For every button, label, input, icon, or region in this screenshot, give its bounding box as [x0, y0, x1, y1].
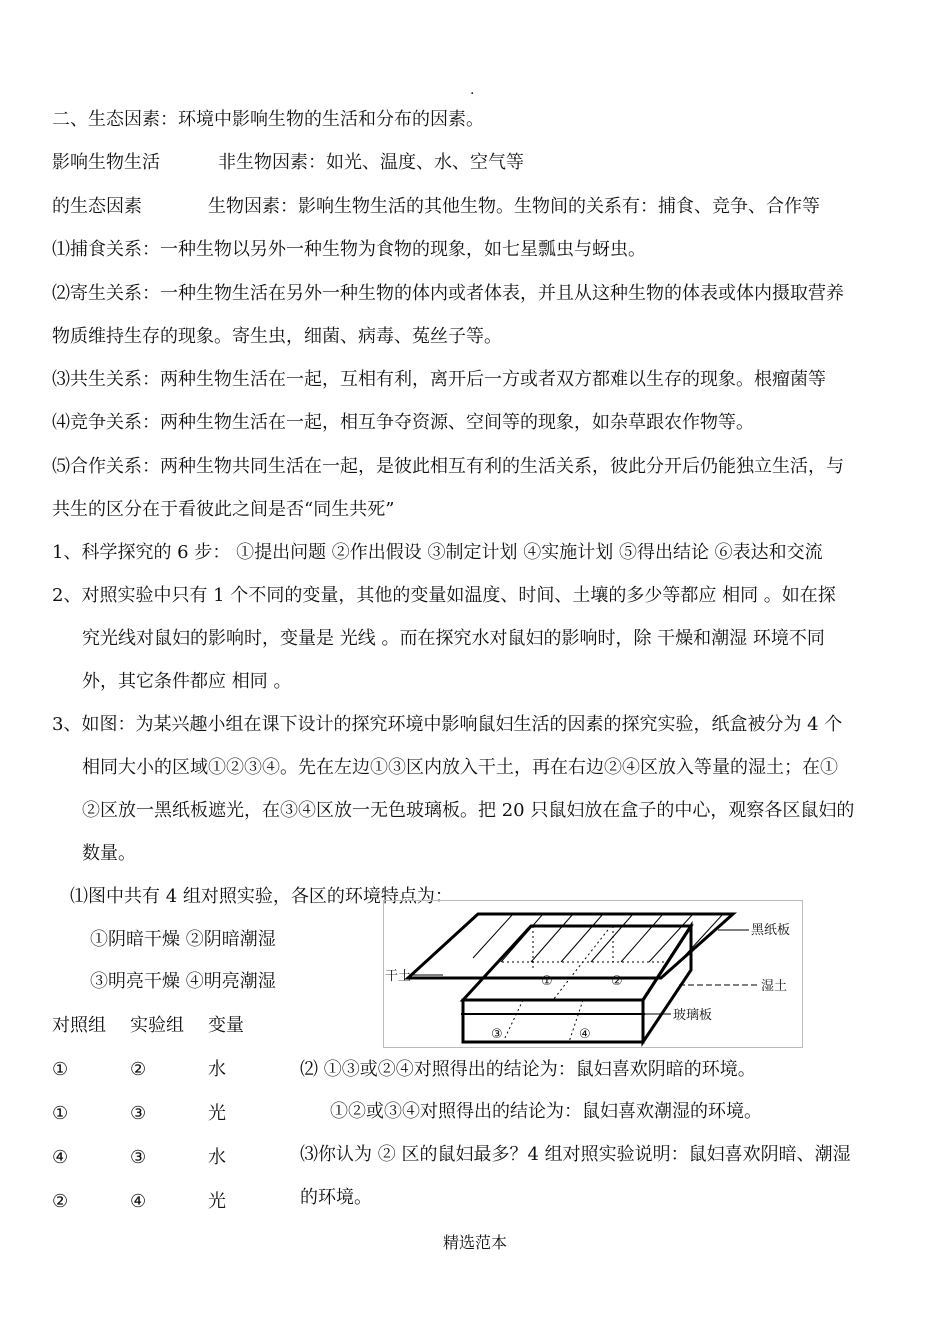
inquiry-steps: 1、科学探究的 6 步： ①提出问题 ②作出假设 ③制定计划 ④实施计划 ⑤得出结论 ⑥表达和交流 [52, 542, 823, 563]
answer-3a: ⑶你认为 ② 区的鼠妇最多？4 组对照实验说明：鼠妇喜欢阴暗、潮湿 [300, 1144, 851, 1165]
box-front-face [463, 1000, 643, 1042]
factor-label-1: 影响生物生活 [52, 152, 160, 173]
zone-features-1: ①阴暗干燥 ②阴暗潮湿 [90, 929, 276, 950]
experiment-line-4: 数量。 [82, 843, 136, 864]
wet-soil-label: 湿土 [761, 979, 788, 994]
table-cell: 水 [208, 1059, 226, 1080]
factor-label-2: 的生态因素 [52, 196, 142, 217]
competition-line: ⑷竞争关系：两种生物生活在一起，相互争夺资源、空间等的现象，如杂草跟农作物等。 [52, 412, 754, 433]
experiment-line-1: 3、如图：为某兴趣小组在课下设计的探究环境中影响鼠妇生活的因素的探究实验，纸盒被分为 4 个 [52, 714, 843, 735]
dry-soil-label: 干土 [385, 969, 412, 984]
zone-features-2: ③明亮干燥 ④明亮潮湿 [90, 971, 276, 992]
box-top-face [463, 926, 691, 1000]
diagram-frame [384, 901, 803, 1048]
experiment-line-2: 相同大小的区域①②③④。先在左边①③区内放入干土，再在右边②④区放入等量的湿土；在① [82, 757, 838, 778]
black-board-hatch [473, 914, 723, 962]
parasitism-line-2: 物质维持生存的现象。寄生虫，细菌、病毒、菟丝子等。 [52, 326, 502, 347]
zone-3-label: ③ [491, 1027, 503, 1042]
zone-4-label: ④ [579, 1027, 591, 1042]
glass-label: 玻璃板 [673, 1008, 713, 1023]
table-cell: 水 [208, 1147, 226, 1168]
front-division [503, 1000, 523, 1042]
table-header-control: 对照组 [52, 1015, 106, 1036]
control-exp-line-1: 2、对照实验中只有 1 个不同的变量，其他的变量如温度、时间、土壤的多少等都应 相同 。如在探 [52, 585, 836, 606]
answer-2a: ⑵ ①③或②④对照得出的结论为：鼠妇喜欢阴暗的环境。 [300, 1059, 756, 1080]
cooperation-line-1: ⑸合作关系：两种生物共同生活在一起，是彼此相互有利的生活关系，彼此分开后仍能独立生活，与 [52, 456, 844, 477]
question-1: ⑴图中共有 4 组对照实验，各区的环境特点为： [70, 886, 453, 907]
table-cell: ③ [130, 1103, 147, 1124]
cooperation-line-2: 共生的区分在于看彼此之间是否“同生共死” [52, 499, 395, 520]
section-title: 二、生态因素：环境中影响生物的生活和分布的因素。 [52, 109, 484, 130]
zone-1-label: ① [541, 974, 553, 989]
table-cell: ① [52, 1103, 69, 1124]
answer-3b: 的环境。 [300, 1187, 372, 1208]
answer-2b: ①②或③④对照得出的结论为：鼠妇喜欢潮湿的环境。 [330, 1101, 762, 1122]
table-cell: ③ [130, 1147, 147, 1168]
table-cell: ① [52, 1059, 69, 1080]
table-cell: ② [130, 1059, 147, 1080]
experiment-line-3: ②区放一黑纸板遮光，在③④区放一无色玻璃板。把 20 只鼠妇放在盒子的中心，观察各区鼠妇的 [82, 800, 855, 821]
control-exp-line-2: 究光线对鼠妇的影响时，变量是 光线 。而在探究水对鼠妇的影响时，除 干燥和潮湿 环境不同 [82, 628, 825, 649]
parasitism-line-1: ⑵寄生关系：一种生物生活在另外一种生物的体内或者体表，并且从这种生物的体表或体内摄取营养 [52, 283, 844, 304]
table-header-variable: 变量 [208, 1015, 244, 1036]
symbiosis-line: ⑶共生关系：两种生物生活在一起，互相有利，离开后一方或者双方都难以生存的现象。根瘤菌等 [52, 369, 826, 390]
box-experiment-diagram [383, 900, 803, 1048]
header-dot: . [470, 82, 475, 98]
predation-line: ⑴捕食关系：一种生物以另外一种生物为食物的现象，如七星瓢虫与蚜虫。 [52, 239, 646, 260]
table-cell: 光 [208, 1103, 226, 1124]
page-footer: 精选范本 [442, 1233, 507, 1252]
abiotic-factor: 非生物因素：如光、温度、水、空气等 [218, 152, 524, 173]
table-cell: ② [52, 1191, 69, 1212]
zone-2-label: ② [611, 974, 623, 989]
biotic-factor: 生物因素：影响生物生活的其他生物。生物间的关系有：捕食、竞争、合作等 [208, 196, 820, 217]
table-header-experiment: 实验组 [130, 1015, 184, 1036]
table-cell: ④ [52, 1147, 69, 1168]
table-cell: ④ [130, 1191, 147, 1212]
table-cell: 光 [208, 1191, 226, 1212]
box-side-face [643, 926, 691, 1042]
control-exp-line-3: 外，其它条件都应 相同 。 [82, 671, 292, 692]
black-board-label: 黑纸板 [751, 923, 791, 938]
